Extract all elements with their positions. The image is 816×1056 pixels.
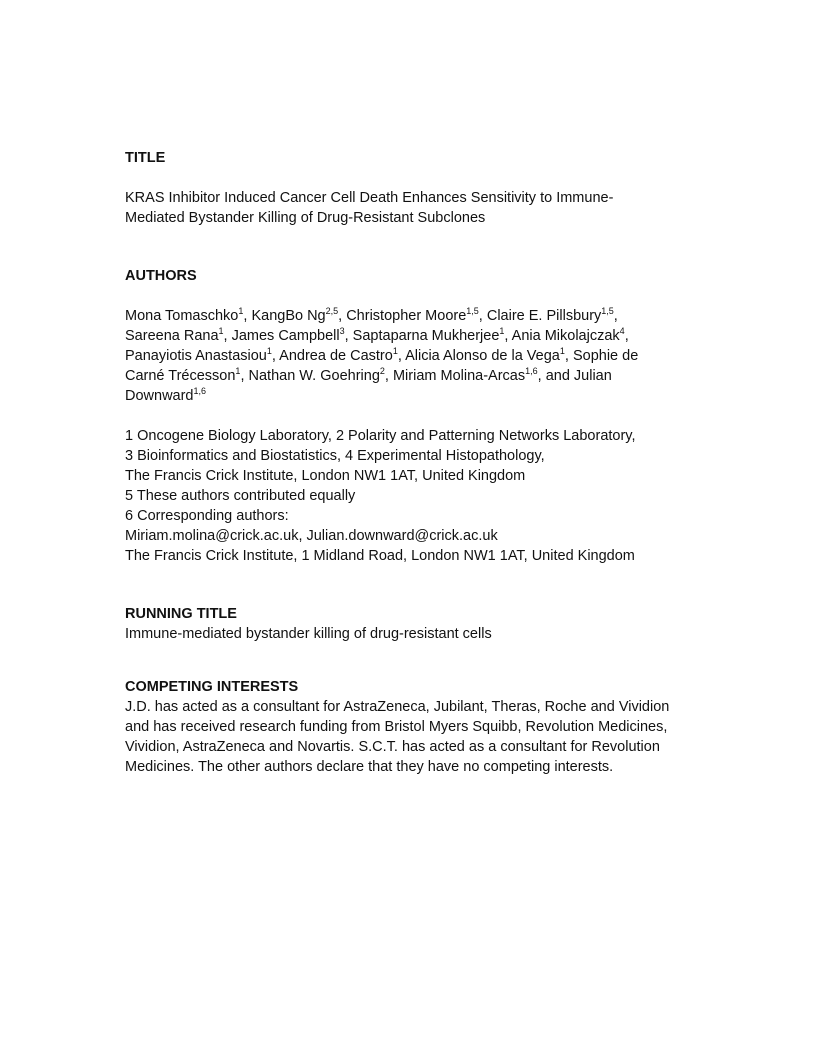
- affiliation-text: Oncogene Biology Laboratory,: [133, 428, 336, 444]
- author-name: Nathan W. Goehring: [248, 368, 380, 384]
- competing-interests-line: and has received research funding from Bristol Myers Squibb, Revolution Medicines,: [125, 719, 668, 735]
- affiliation-marker: 6: [125, 508, 134, 524]
- author-list: [125, 306, 705, 406]
- affiliation-text: Polarity and Patterning Networks Laboratory,: [344, 428, 636, 444]
- competing-interests-line: J.D. has acted as a consultant for AstraZeneca, Jubilant, Theras, Roche and Vividion: [125, 699, 670, 715]
- affiliation-marker: 1: [125, 428, 134, 444]
- affiliation-text: The Francis Crick Institute, 1 Midland Road, London NW1 1AT, United Kingdom: [125, 548, 635, 564]
- author-affiliation-marker: 1: [238, 306, 244, 316]
- author-line: [125, 366, 705, 386]
- author-name: Alicia Alonso de la Vega: [405, 348, 560, 364]
- author-affiliation-marker: 1: [559, 346, 565, 356]
- author-line: [125, 306, 705, 326]
- author-affiliation-marker: 1: [266, 346, 272, 356]
- author-name: and Julian: [545, 368, 612, 384]
- author-affiliation-marker: 1,6: [525, 366, 538, 376]
- title-line: Mediated Bystander Killing of Drug-Resistant Subclones: [125, 210, 486, 226]
- author-separator: ,: [564, 348, 573, 364]
- affiliation-text: The Francis Crick Institute, London NW1 1AT, United Kingdom: [125, 468, 526, 484]
- author-name: Ania Mikolajczak: [511, 328, 620, 344]
- running-title-text: Immune-mediated bystander killing of drug-resistant cells: [125, 626, 492, 642]
- authors-heading: AUTHORS: [125, 268, 197, 284]
- author-separator: ,: [504, 328, 512, 344]
- affiliation-line: [125, 486, 705, 506]
- title-text: [125, 188, 705, 228]
- affiliation-marker: 4: [345, 448, 354, 464]
- author-separator: ,: [344, 328, 353, 344]
- author-affiliation-marker: 1: [235, 366, 241, 376]
- author-affiliation-marker: 4: [619, 326, 625, 336]
- author-affiliation-marker: 1,5: [466, 306, 479, 316]
- author-separator: ,: [243, 308, 252, 324]
- affiliations: [125, 426, 705, 566]
- affiliation-line: [125, 466, 705, 486]
- author-name: Panayiotis Anastasiou: [125, 348, 267, 364]
- correspondence-emails: [125, 526, 705, 546]
- affiliation-text: Corresponding authors:: [133, 508, 289, 524]
- author-separator: ,: [223, 328, 232, 344]
- affiliation-line: [125, 506, 705, 526]
- author-affiliation-marker: 2,5: [325, 306, 339, 316]
- author-name: Claire E. Pillsbury: [486, 308, 602, 324]
- author-name: Sareena Rana: [125, 328, 219, 344]
- author-name: James Campbell: [231, 328, 340, 344]
- affiliation-text: Bioinformatics and Biostatistics,: [133, 448, 346, 464]
- author-name: Andrea de Castro: [279, 348, 393, 364]
- running-title-section: [125, 604, 705, 644]
- running-title-heading: RUNNING TITLE: [125, 606, 237, 622]
- author-affiliation-marker: 1: [218, 326, 224, 336]
- affiliation-text: These authors contributed equally: [133, 488, 356, 504]
- author-name: Saptaparna Mukherjee: [352, 328, 500, 344]
- affiliation-marker: 2: [335, 428, 345, 444]
- title-heading: TITLE: [125, 150, 166, 166]
- affiliation-text: Miriam.molina@crick.ac.uk, Julian.downward@crick.ac.uk: [125, 528, 498, 544]
- competing-interests-line: Vividion, AstraZeneca and Novartis. S.C.T. has acted as a consultant for Revolution: [125, 739, 660, 755]
- author-affiliation-marker: 1: [392, 346, 398, 356]
- author-separator: ,: [613, 308, 618, 324]
- author-name: Christopher Moore: [346, 308, 467, 324]
- author-name: Mona Tomaschko: [125, 308, 239, 324]
- author-affiliation-marker: 2: [379, 366, 385, 376]
- author-name: Downward: [125, 388, 194, 404]
- author-separator: ,: [240, 368, 249, 384]
- author-separator: ,: [478, 308, 487, 324]
- author-separator: ,: [624, 328, 629, 344]
- author-name: KangBo Ng: [251, 308, 326, 324]
- author-affiliation-marker: 3: [339, 326, 345, 336]
- author-line: [125, 386, 705, 406]
- author-name: Sophie de: [572, 348, 639, 364]
- affiliation-marker: 5: [125, 488, 134, 504]
- affiliation-line: [125, 426, 705, 446]
- affiliation-marker: 3: [125, 448, 134, 464]
- competing-interests-heading: COMPETING INTERESTS: [125, 679, 299, 695]
- author-line: [125, 346, 705, 366]
- author-affiliation-marker: 1,5: [601, 306, 614, 316]
- author-line: [125, 326, 705, 346]
- title-line: KRAS Inhibitor Induced Cancer Cell Death Enhances Sensitivity to Immune-: [125, 190, 614, 206]
- authors-section: [125, 266, 705, 286]
- author-separator: ,: [271, 348, 280, 364]
- competing-interests-section: [125, 677, 705, 777]
- affiliation-text: Experimental Histopathology,: [353, 448, 545, 464]
- affiliation-line: [125, 446, 705, 466]
- author-name: Carné Trécesson: [125, 368, 236, 384]
- affiliation-line: [125, 546, 705, 566]
- competing-interests-line: Medicines. The other authors declare that they have no competing interests.: [125, 759, 614, 775]
- author-separator: ,: [338, 308, 347, 324]
- author-separator: ,: [397, 348, 406, 364]
- author-name: Miriam Molina-Arcas: [392, 368, 526, 384]
- title-section: [125, 148, 705, 168]
- author-affiliation-marker: 1: [499, 326, 505, 336]
- author-separator: ,: [384, 368, 393, 384]
- author-separator: ,: [537, 368, 546, 384]
- author-affiliation-marker: 1,6: [193, 386, 207, 396]
